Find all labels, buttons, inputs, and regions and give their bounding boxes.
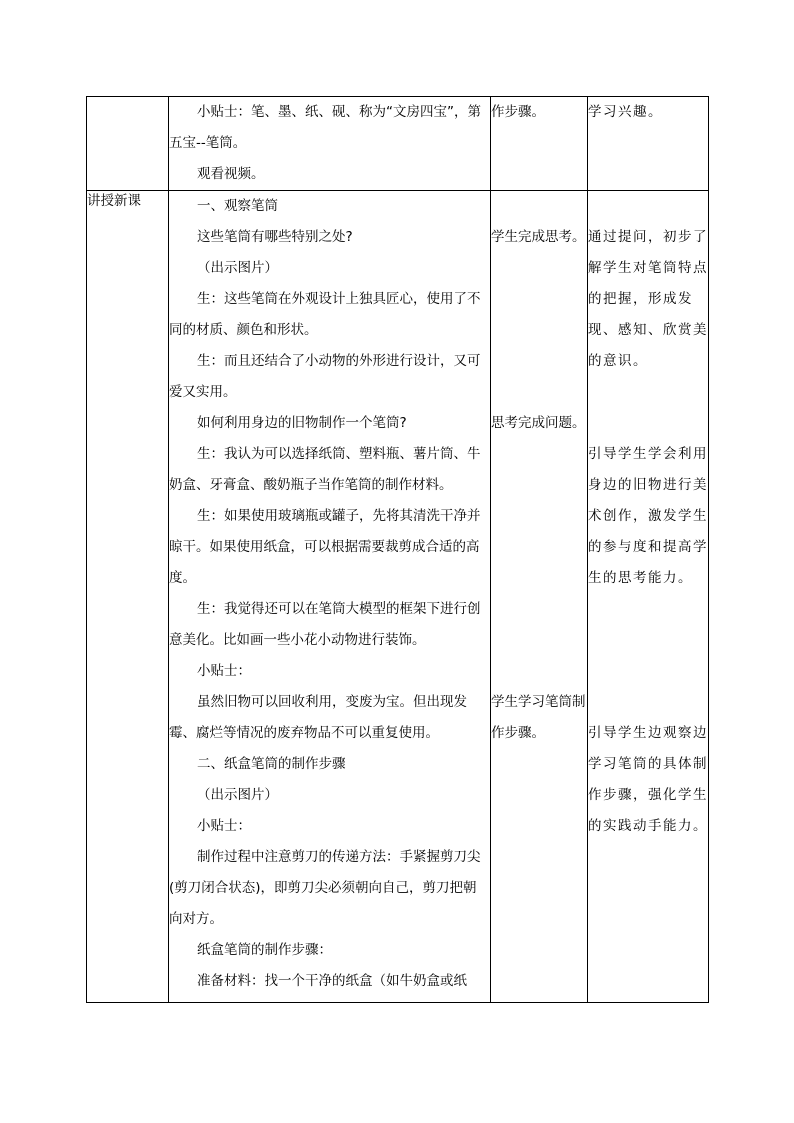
section-heading: 二、纸盒笔筒的制作步骤	[197, 756, 346, 772]
content-paragraph: 生：我觉得还可以在笔筒大模型的框架下进行创意美化。比如画一些小花小动物进行装饰。	[169, 601, 481, 648]
content-paragraph: 纸盒笔筒的制作步骤：	[197, 942, 332, 958]
section-heading: 一、观察笔筒	[197, 198, 278, 214]
intent-text: 引导学生学会利用身边的旧物进行美术创作，激发学生的参与度和提高学生的思考能力。	[588, 446, 708, 586]
table-row	[87, 191, 709, 1003]
content-paragraph: （出示图片）	[197, 260, 278, 276]
content-paragraph: 小贴士：笔、墨、纸、砚、称为“文房四宝”，第五宝--笔筒。	[169, 104, 481, 151]
content-paragraph: 生：这些笔筒在外观设计上独具匠心，使用了不同的材质、颜色和形状。	[169, 291, 481, 338]
content-cell	[169, 97, 491, 191]
activity-text: 思考完成问题。	[491, 415, 586, 431]
stage-label: 讲授新课	[87, 193, 141, 209]
content-paragraph: 生：我认为可以选择纸筒、塑料瓶、薯片筒、牛奶盒、牙膏盒、酸奶瓶子当作笔筒的制作材料。	[169, 446, 481, 493]
content-cell	[169, 191, 491, 1003]
stage-cell	[87, 191, 169, 1003]
activity-text: 作步骤。	[491, 104, 545, 120]
lesson-plan-table	[86, 96, 709, 1003]
content-paragraph: 生：而且还结合了小动物的外形进行设计，又可爱又实用。	[169, 353, 481, 400]
activity-cell	[491, 191, 588, 1003]
intent-text: 通过提问，初步了解学生对笔筒特点的把握，形成发现、感知、欣赏美的意识。	[588, 229, 708, 369]
content-paragraph: 如何利用身边的旧物制作一个笔筒?	[197, 415, 407, 431]
activity-text: 学生学习笔筒制作步骤。	[491, 694, 586, 741]
content-paragraph: 生：如果使用玻璃瓶或罐子，先将其清洗干净并晾干。如果使用纸盒，可以根据需要裁剪成合适的高度。	[169, 508, 481, 586]
stage-cell	[87, 97, 169, 191]
content-paragraph: （出示图片）	[197, 787, 278, 803]
activity-text: 学生完成思考。	[491, 229, 586, 245]
intent-text: 引导学生边观察边学习笔筒的具体制作步骤，强化学生的实践动手能力。	[588, 725, 708, 834]
content-paragraph: 小贴士：	[197, 818, 251, 834]
content-paragraph: 小贴士：	[197, 663, 251, 679]
content-paragraph: 制作过程中注意剪刀的传递方法：手紧握剪刀尖(剪刀闭合状态)，即剪刀尖必须朝向自己，剪刀把朝向对方。	[169, 849, 481, 927]
intent-cell	[588, 191, 709, 1003]
intent-cell	[588, 97, 709, 191]
content-paragraph: 准备材料：找一个干净的纸盒（如牛奶盒或纸	[197, 973, 467, 989]
intent-text: 学习兴趣。	[588, 104, 663, 120]
content-paragraph: 虽然旧物可以回收利用，变废为宝。但出现发霉、腐烂等情况的废弃物品不可以重复使用。	[169, 694, 467, 741]
table-row	[87, 97, 709, 191]
content-paragraph: 这些笔筒有哪些特别之处?	[197, 229, 353, 245]
content-paragraph: 观看视频。	[197, 166, 265, 182]
activity-cell	[491, 97, 588, 191]
